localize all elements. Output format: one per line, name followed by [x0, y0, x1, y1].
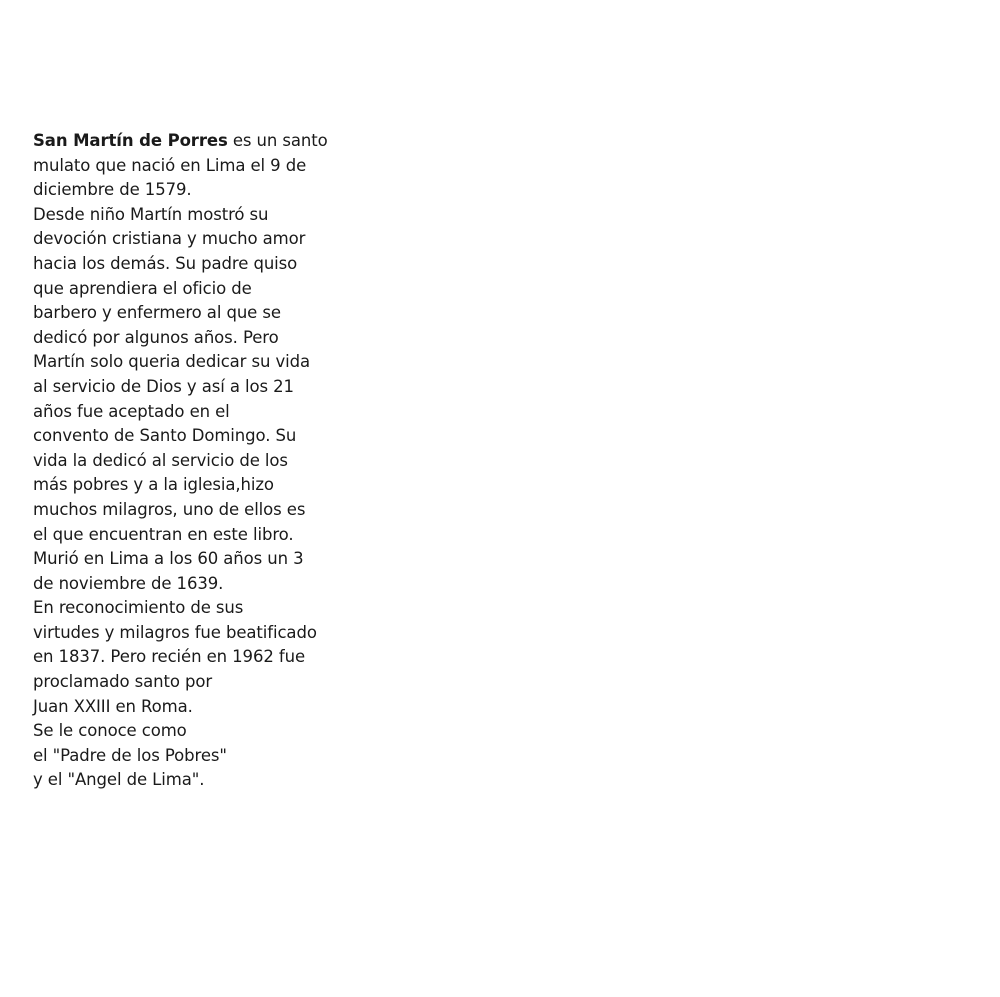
- text-line-24: Juan XXIII en Roma.: [33, 696, 193, 716]
- text-line-3: diciembre de 1579.: [33, 180, 192, 200]
- text-line-6: hacia los demás. Su padre quiso: [33, 253, 298, 273]
- text-line-1: [33, 129, 353, 154]
- saint-name: San Martín de Porres: [33, 131, 228, 150]
- text-line-16: muchos milagros, uno de ellos es: [33, 499, 306, 519]
- text-line-15: más pobres y a la iglesia,hizo: [33, 475, 274, 495]
- text-line-20: En reconocimiento de sus: [33, 598, 244, 618]
- text-line-10: Martín solo queria dedicar su vida: [33, 352, 311, 372]
- text-line-1-rest: es un santo: [227, 131, 328, 150]
- text-line-17: el que encuentran en este libro.: [33, 524, 294, 544]
- text-line-21: virtudes y milagros fue beatificado: [33, 622, 317, 642]
- text-line-8: barbero y enfermero al que se: [33, 303, 281, 323]
- text-line-26: el "Padre de los Pobres": [33, 745, 227, 765]
- text-line-5: devoción cristiana y mucho amor: [33, 229, 306, 249]
- text-line-22: en 1837. Pero recién en 1962 fue: [33, 647, 305, 667]
- text-line-18: Murió en Lima a los 60 años un 3: [33, 549, 304, 569]
- text-line-2: mulato que nació en Lima el 9 de: [33, 155, 307, 175]
- biography-text: [33, 129, 353, 793]
- text-line-9: dedicó por algunos años. Pero: [33, 327, 279, 347]
- text-line-7: que aprendiera el oficio de: [33, 278, 252, 298]
- text-line-27: y el "Angel de Lima".: [33, 770, 205, 790]
- text-line-11: al servicio de Dios y así a los 21: [33, 376, 294, 396]
- text-line-14: vida la dedicó al servicio de los: [33, 450, 288, 470]
- text-line-12: años fue aceptado en el: [33, 401, 230, 421]
- text-line-25: Se le conoce como: [33, 721, 187, 741]
- text-line-4: Desde niño Martín mostró su: [33, 204, 269, 224]
- text-line-19: de noviembre de 1639.: [33, 573, 224, 593]
- text-line-13: convento de Santo Domingo. Su: [33, 426, 297, 446]
- text-line-23: proclamado santo por: [33, 672, 213, 692]
